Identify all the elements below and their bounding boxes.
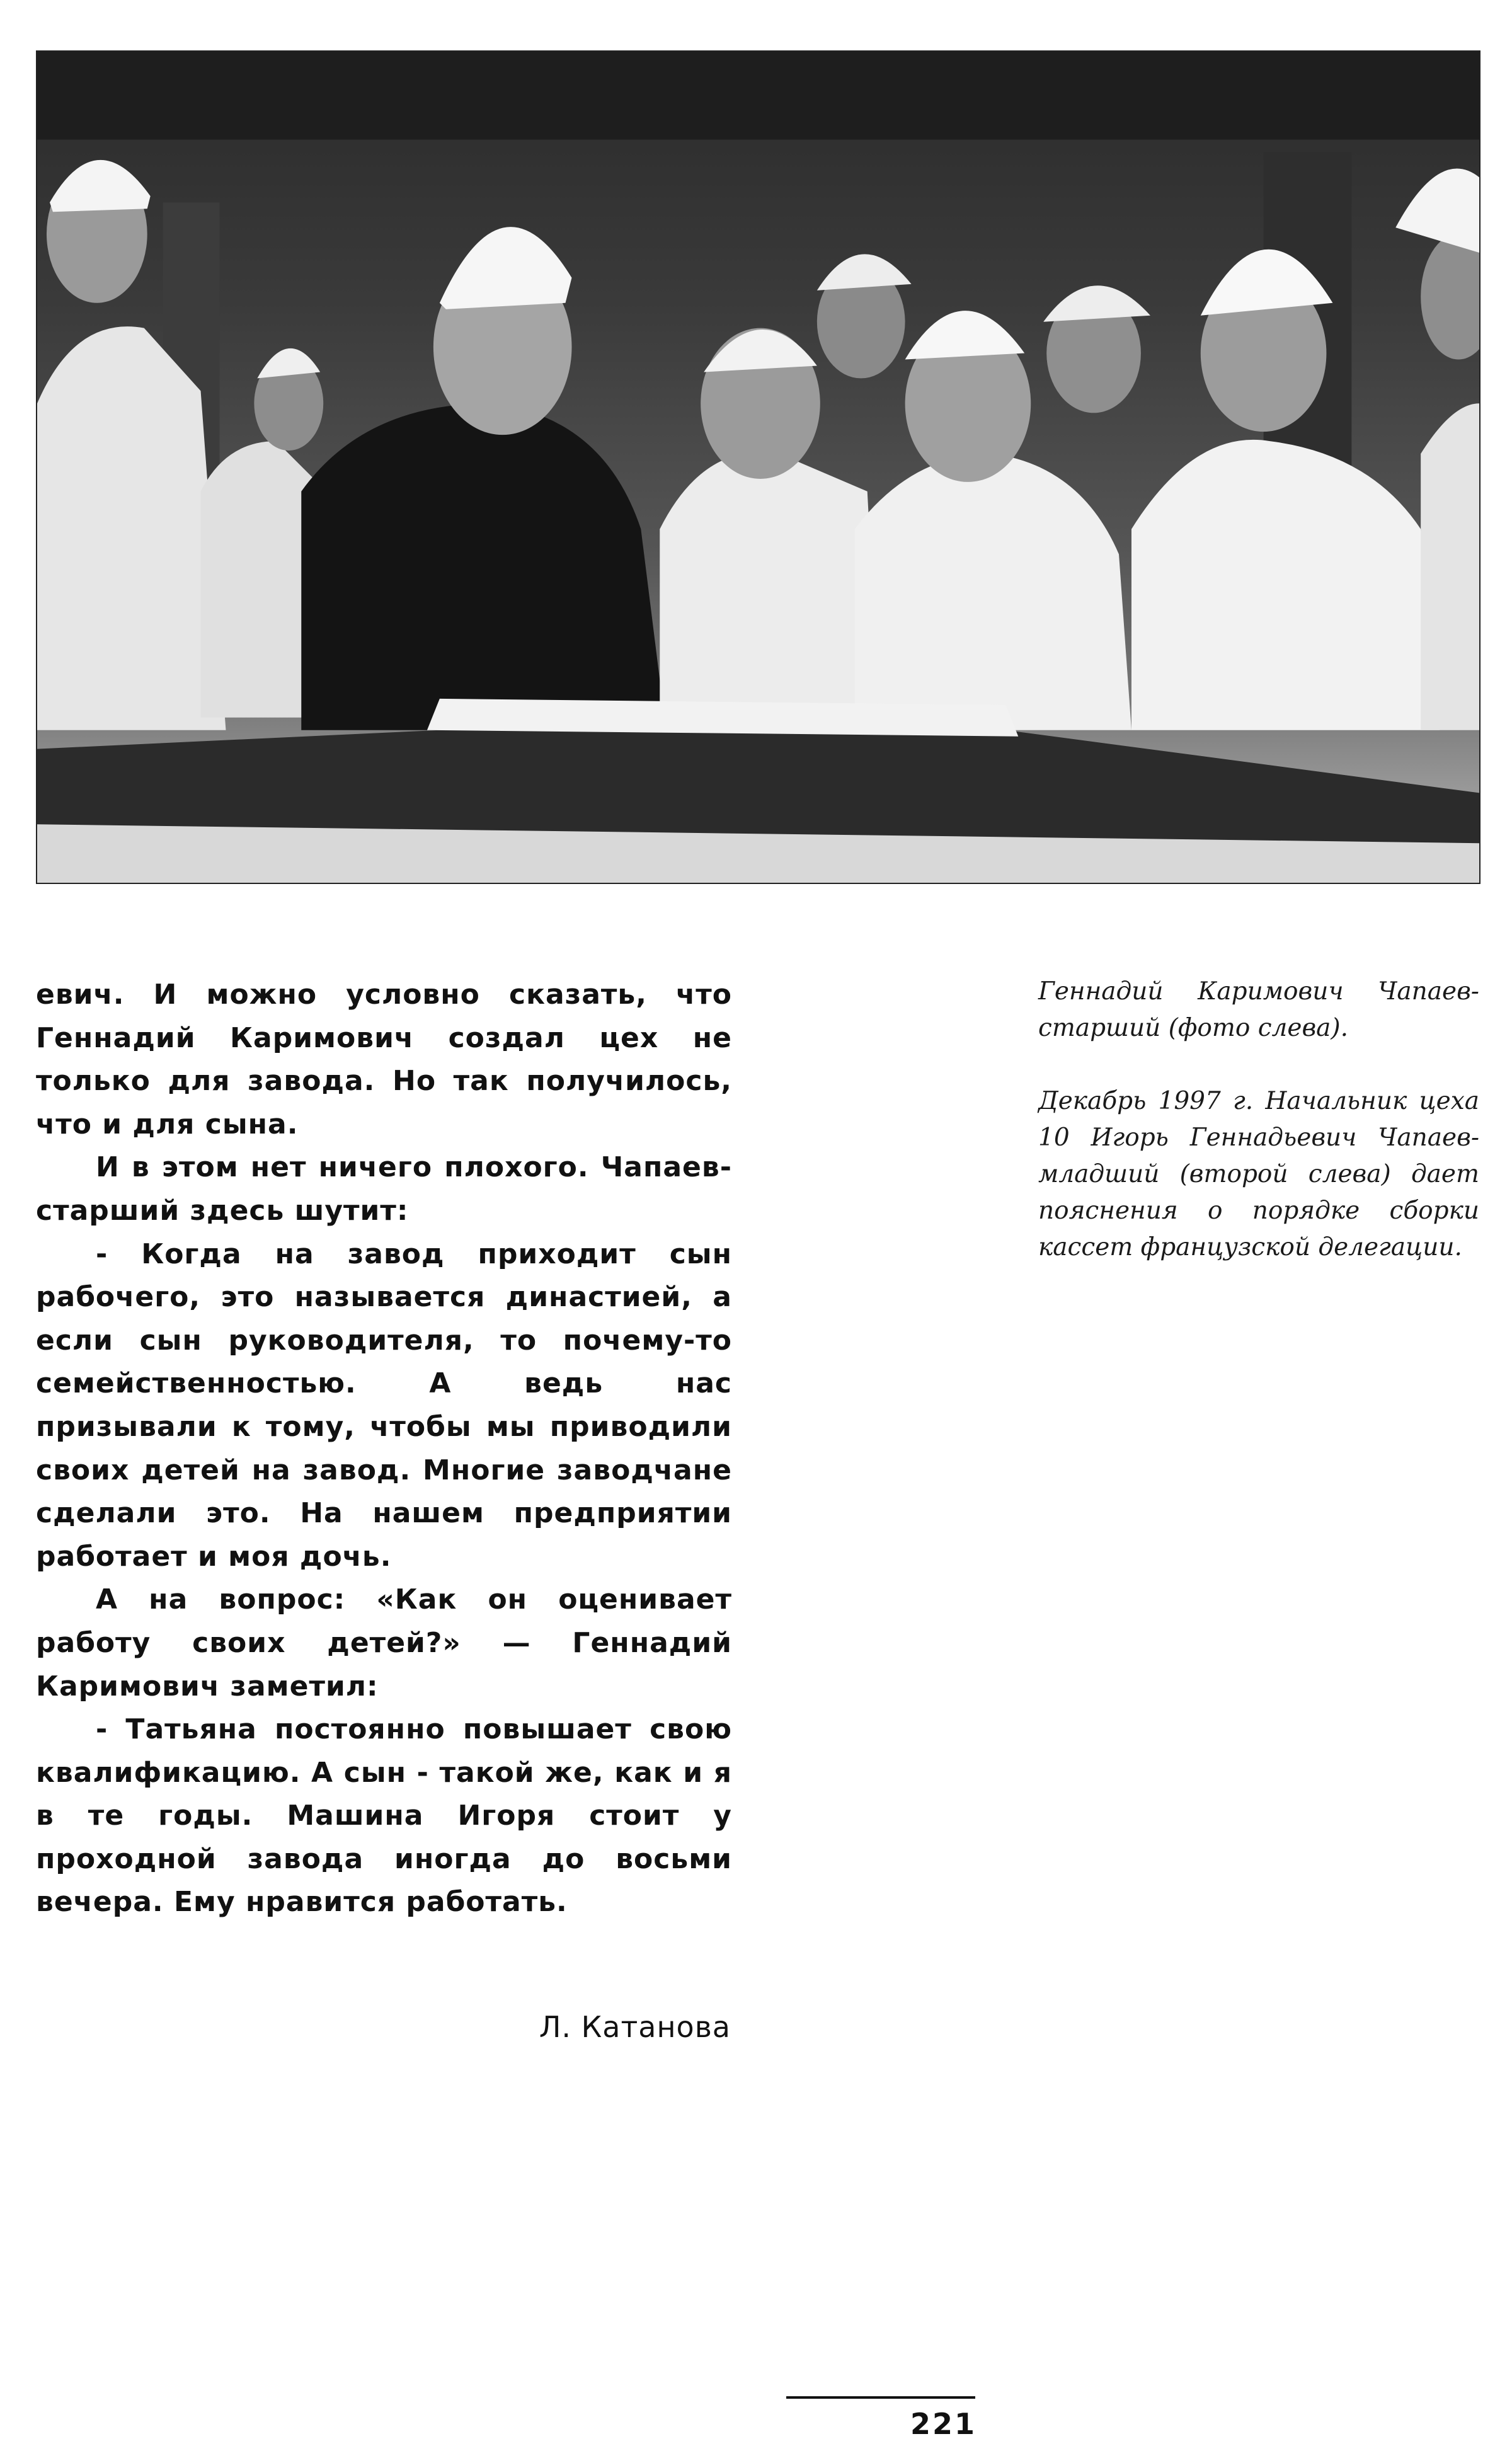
article-paragraph-4: А на вопрос: «Как он оценивает работу своих детей?» — Геннадий Каримович заметил: xyxy=(36,1583,732,1702)
article-body xyxy=(36,973,732,1924)
article-paragraph-3: - Когда на завод приходит сын рабочего, это называется династией, а если сын руководителя, то почему-то семейственностью. А ведь нас призывали к тому, чтобы мы приводили своих детей на завод. Многие заводчане сделали это. На нашем предприятии работает и моя дочь. xyxy=(36,1237,732,1573)
caption-first: Геннадий Каримович Чапаев-старший (фото слева). xyxy=(1038,977,1479,1042)
page-number: 221 xyxy=(910,2407,976,2441)
photo-illustration xyxy=(37,52,1479,883)
photo-captions xyxy=(1038,973,1479,1302)
article-paragraph-1: евич. И можно условно сказать, что Геннадий Каримович создал цех не только для завода. Но так получилось, что и для сына. xyxy=(36,979,732,1140)
article-author: Л. Катанова xyxy=(539,2010,731,2044)
article-paragraph-5: - Татьяна постоянно повышает свою квалификацию. А сын - такой же, как и я в те годы. Машина Игоря стоит у проходной завода иногда до восьми вечера. Ему нравится работать. xyxy=(36,1713,732,1919)
page-number-rule xyxy=(786,2396,975,2399)
group-photo xyxy=(36,50,1480,884)
article-paragraph-2: И в этом нет ничего плохого. Чапаев-старший здесь шутит: xyxy=(36,1151,732,1227)
caption-second: Декабрь 1997 г. Начальник цеха 10 Игорь Геннадьевич Чапаев-младший (второй слева) дает пояснения о порядке сборки кассет французской делегации. xyxy=(1038,1087,1479,1261)
